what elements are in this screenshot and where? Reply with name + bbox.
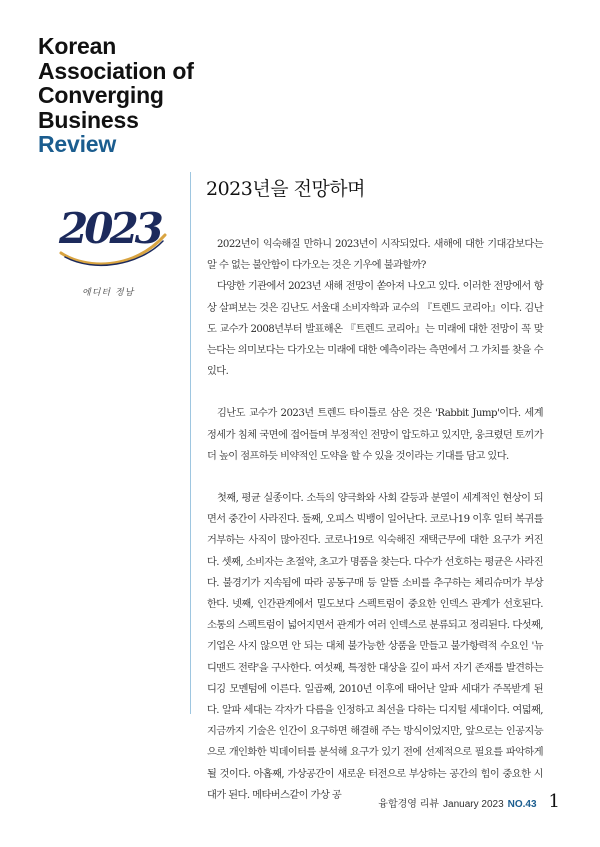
article-body — [207, 234, 543, 806]
journal-title-line-1: Korean — [38, 33, 117, 59]
page-number: 1 — [548, 791, 560, 812]
journal-title — [38, 34, 194, 157]
footer-journal-name: 융합경영 리뷰 — [378, 799, 440, 810]
footer-date: January 2023 — [443, 799, 504, 810]
journal-title-line-4: Business — [38, 106, 139, 133]
paragraph-1: 2022년이 익숙해질 만하니 2023년이 시작되었다. 새해에 대한 기대감보다는 알 수 없는 불안함이 다가오는 것은 기우에 불과할까? — [207, 239, 543, 272]
year-2023-logo — [55, 195, 170, 275]
logo-year-text: 2023 — [59, 204, 160, 253]
journal-title-accent: Review — [38, 131, 117, 157]
editor-signature: 에디터 정남 — [82, 288, 135, 298]
paragraph-3: 김난도 교수가 2023년 트렌드 타이틀로 삼은 것은 'Rabbit Jump'이다. 세계 정세가 침체 국면에 접어들며 부정적인 전망이 압도하고 있지만, 웅크렸던 토끼가 더 높이 점프하듯 비약적인 도약을 할 수 있을 것이라는 기대를 담고 있다. — [207, 408, 543, 462]
journal-title-line-3: Converging — [38, 82, 164, 108]
vertical-divider — [190, 172, 191, 714]
paragraph-2: 다양한 기관에서 2023년 새해 전망이 쏟아져 나오고 있다. 이러한 전망에서 항상 살펴보는 것은 김난도 서울대 소비자학과 교수의 『트렌드 코리아』이다. 김난도 교수가 2008년부터 발표해온 『트렌드 코리아』는 미래에 대한 전망이 꼭 맞는다는 의미보다는 다가오는 미래에 대한 예측이라는 측면에서 그 가치를 찾을 수 있다. — [207, 281, 543, 378]
page-footer — [378, 791, 560, 812]
article-title: 2023년을 전망하며 — [206, 178, 366, 200]
footer-issue: NO.43 — [507, 799, 537, 810]
paragraph-4: 첫째, 평균 실종이다. 소득의 양극화와 사회 갈등과 분열이 세계적인 현상이 되면서 중간이 사라진다. 둘째, 오피스 빅뱅이 일어난다. 코로나19 이후 일터 복귀를 거부하는 사직이 많아진다. 코로나19로 익숙해진 재택근무에 대한 요구가 커진다. 셋째, 소비자는 초절약, 초고가 명품을 찾는다. 다수가 선호하는 평균은 사라진다. 불경기가 지속됨에 따라 공동구매 등 알뜰 소비를 추구하는 체리슈머가 부상한다. 넷째, 인간관계에서 밀도보다 스펙트럼이 중요한 인덱스 관계가 선호된다. 소통의 스펙트럼이 넓어지면서 관계가 여러 인덱스로 분류되고 정리된다. 다섯째, 기업은 사지 않으면 안 되는 대체 불가능한 상품을 만들고 불가항력적 수요인 '뉴 디맨드 전략'을 구사한다. 여섯째, 특정한 대상을 깊이 파서 자기 존재를 발견하는 디깅 모멘텀에 이른다. 일곱째, 2010년 이후에 태어난 알파 세대가 주목받게 된다. 알파 세대는 각자가 다름을 인정하고 최선을 다하는 디지털 세대이다. 여덟째, 지금까지 기술은 인간이 요구하면 해결해 주는 방식이었지만, 앞으로는 인공지능으로 개인화한 빅데이터를 분석해 요구가 있기 전에 선제적으로 필요를 파악하게 될 것이다. 아홉째, 가상공간이 새로운 터전으로 부상하는 공간의 힘이 중요한 시대가 된다. 메타버스같이 가상 공 — [207, 493, 543, 801]
journal-title-line-2: Association of — [38, 57, 194, 84]
